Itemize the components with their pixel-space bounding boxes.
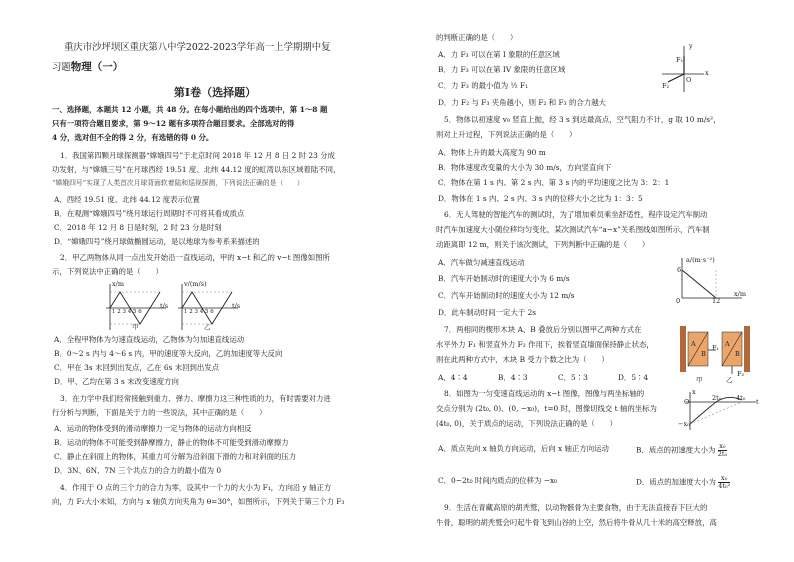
q8-option-c: C．0~2t₀ 时间内质点的位移为 −x₀ [438,476,558,485]
q7-caption-jia: 甲 [696,376,703,384]
q1-option-d: D．“嫦娥四号”绕月球做椭圆运动，是以地球为参考系来描述的 [54,237,260,246]
q6-line-1: 6．无人驾驶的智能汽车的测试时，为了增加乘员乘坐舒适性，程序设定汽车制动 [444,210,708,219]
q3-option-c: C．静止在斜面上的物体，其重力可分解为沿斜面下滑的力和对斜面的压力 [54,452,297,461]
q3-option-d: D．3N、6N、7N 三个共点力的合力的最小值为 0 [54,466,222,475]
q8-option-d-denominator: 4t₀² [718,482,731,491]
q8-label-t: t [756,398,759,406]
q8-option-b-text: B．质点的初速度大小为 [636,445,716,455]
q2-yi-xlabel: t/s [232,302,241,310]
q8-line-1: 8．如图为一匀变速直线运动的 x−t 图像，图像与两坐标轴的 [444,389,645,398]
q4-label-y: y [689,42,693,50]
q6-origin: 0 [676,297,681,305]
q7-option-b: B．4∶3 [498,373,528,382]
doc-title-prefix: 习题 [52,62,71,73]
q5-option-a: A．物体上升的最大高度为 90 m [438,148,546,157]
q8-option-b-numerator: x₀ [719,442,726,450]
q2-jia-xticks: 1 2 3 4 5 6 [112,309,142,315]
q6-option-c: C．汽车开始制动时的速度大小为 12 m/s [438,291,575,300]
q4-line-2: 向，力 F₂大小未知，方向与 x 轴负方向夹角为 θ=30°，如图所示，下列关于第三个力 F₃ [52,497,345,506]
q4-option-d: D．力 F₂ 与 F₃ 夹角越小，则 F₂ 和 F₃ 的合力越大 [438,98,606,107]
q4-label-o: O [686,76,692,84]
q2-yi-caption: 乙 [204,323,211,331]
q7-label-a-left: A [691,340,696,348]
q2-option-a: A．全程甲物体为匀速直线运动，乙物体为匀加速直线运动 [54,335,245,344]
q2-yi-xticks: 1 2 3 4 5 6 [184,309,214,315]
q4-option-c: C．力 F₃ 的最小值为 ½ F₁ [438,81,529,90]
q8-line-2: 交点分别为 (2t₀, 0)、(0, −x₀)，t=0 时，图像切线交 t 轴的坐标为 [436,404,657,413]
q8-option-a: A．质点先向 x 轴负方向运动，后向 x 轴正方向运动 [438,444,609,453]
q5-option-c: C．物体在第 1 s 内、第 2 s 内、第 3 s 内的平均速度之比为 3：2：1 [438,178,670,187]
q8-option-d [636,475,730,490]
q4-label-f1: F₁ [676,56,684,64]
q6-xlabel: x/m [734,290,747,298]
q8-label-o: O [684,398,690,406]
q7-caption-yi: 乙 [726,376,733,384]
q6-ytick: 6 [677,266,682,274]
q3-option-b: B．运动的物体不可能受到静摩擦力，静止的物体不可能受到滑动摩擦力 [54,438,289,447]
intro-line-3: 4 分，选对但不全的得 2 分，有选错的得 0 分。 [52,133,214,142]
q5-line-1: 5．物体以初速度 v₀ 竖直上抛，经 3 s 到达最高点，空气阻力不计，g 取 10 m/s²， [444,115,721,124]
q2-option-d: D．甲、乙均在第 3 s 末改变速度方向 [54,377,179,386]
q3-line-1: 3．在力学中我们经常接触到重力、弹力、摩擦力这三种性质的力，有时需要对力进 [60,394,331,403]
q6-ylabel: a/(m·s⁻²) [686,256,715,264]
q7-label-f2: F₂ [737,370,745,378]
q2-option-b: B．0～2 s 内与 4～6 s 内，甲的速度等大反向，乙的加速度等大反向 [54,349,283,358]
q1-option-c: C．2018 年 12 月 8 日是时刻，2 时 23 分是时刻 [54,223,222,232]
q2-jia-ylabel: x/m [112,280,125,288]
q6-xtick: 12 [712,297,721,305]
q3-line-2: 行分析与判断，下面是关于力的一些说法，其中正确的是（ ） [52,408,267,417]
q6-option-d: D．此车制动时间一定大于 2s [438,308,537,317]
intro-line-2: 只有一项符合题目要求，第 9～12 题有多项符合题目要求。全部选对的得 [52,119,295,128]
q8-option-b-fraction [718,443,727,458]
q2-jia-xlabel: t/s [160,302,169,310]
q8-label-t2: 2t₀ [712,394,722,402]
q5-option-d: D．物体在 1 s 内、2 s 内、3 s 内的位移大小之比为 1：3：5 [438,194,643,203]
q8-label-x: x [692,388,696,396]
q5-line-2: 则对上升过程，下列说法正确的是（ ） [436,130,577,139]
q9-line-2: 牛骨，聪明的胡秃鹫会叼起牛骨飞到山谷的上空，然后将牛骨从几十米的高空释放，高 [436,518,717,527]
q2-yi-ylabel: v/(m/s) [184,280,207,288]
q4-label-f2: F₂ [662,82,670,90]
q3-option-a: A．运动的物体受到的滑动摩擦力一定与物体的运动方向相反 [54,424,252,433]
q1-line-3: “嫦娥四号”实现了人类首次月球背面软着陆和巡视探测，下列说法正确的是（ ） [52,179,304,187]
q2-line-1: 2．甲乙两物体从同一点出发开始沿一直线运动，甲的 x−t 和乙的 v−t 图像如图所 [60,253,330,262]
q8-option-b [636,443,727,458]
q7-label-b-left: B [701,350,706,358]
q2-line-2: 示，下列说法中正确的是（ ） [52,267,163,276]
q9-line-1: 9．生活在青藏高原的胡秃鹫，以动物骸骨为主要食物，由于无法直接吞下巨大的 [444,503,708,512]
q7-label-a-right: A [725,340,730,348]
q2-option-c: C．甲在 3s 末回到出发点，乙在 6s 末回到出发点 [54,363,220,372]
q4-continued: 的判断正确的是（ ） [436,33,518,42]
q1-line-2: 功发射，与“嫦娥三号”在月球西经 19.51 度、北纬 44.12 度的虹湾以东区域着陆不同， [52,165,341,174]
q4-line-1: 4．作用于 O 点的三个力的合力为零，设其中一个力的大小为 F₁，方向沿 y 轴正方 [60,483,332,492]
q4-option-a: A．力 F₃ 可以在第 I 象限的任意区域 [438,50,560,59]
q6-option-b: B．汽车开始制动时的速度大小为 6 m/s [438,274,570,283]
q6-line-3: 动距离即 12 m，则关于该次测试，下列判断中正确的是（ ） [436,240,650,249]
q7-line-3: 则在此两种方式中，木块 B 受力个数之比为（ ） [436,355,609,364]
q6-line-2: 时汽车加速度大小随位移均匀变化，某次测试汽车“a−x”关系图线如图所示，汽车制 [436,225,710,234]
q8-label-t4: 4t₀ [736,394,746,402]
doc-title-subject: 物理（一） [70,61,124,73]
q8-option-d-fraction [718,475,730,490]
q7-option-a: A．4∶4 [438,373,468,382]
q7-option-d: D．5∶4 [618,373,649,382]
q7-option-c: C．5∶3 [558,373,588,382]
q7-line-2: 水平外力 F₁ 和竖直外力 F₂ 作用下，挨着竖直墙面保持静止状态， [436,340,654,349]
q8-label-neg-x0: −x₀ [678,420,690,428]
q8-option-d-text: D．质点的加速度大小为 [636,477,716,487]
q5-option-b: B．物体速度改变量的大小为 30 m/s，方向竖直向下 [438,163,612,172]
q8-option-d-numerator: x₀ [718,475,730,483]
q7-label-f1: F₁ [712,344,720,352]
q4-label-x: x [705,69,709,77]
q1-option-a: A．西经 19.51 度、北纬 44.12 度表示位置 [54,195,200,204]
doc-title-line1: 重庆市沙坪坝区重庆第八中学2022-2023学年高一上学期期中复 [64,42,331,53]
doc-title-line2 [52,60,123,75]
q7-line-1: 7．两相同的楔形木块 A、B 叠放后分别以图甲乙两种方式在 [444,325,642,334]
intro-line-1: 一、选择题，本题共 12 小题，共 48 分。在每小题给出的四个选项中，第 1～8 题 [52,105,328,114]
q1-option-b: B．在观测“嫦娥四号”绕月球运行周期时不可将其看成质点 [54,209,245,218]
part-heading: 第Ⅰ卷（选择题） [173,86,257,99]
q4-option-b: B．力 F₃ 可以在第 IV 象限的任意区域 [438,65,566,74]
q8-option-b-denominator: 2t₀ [717,450,728,459]
q1-line-1: 1．我国第四颗月球探测器“嫦娥四号”于北京时间 2018 年 12 月 8 日 2 时 23 分成 [60,151,335,160]
q2-jia-caption: 甲 [132,323,139,331]
q6-option-a: A．汽车做匀减速直线运动 [438,258,525,267]
q8-line-3: (4t₀, 0)，关于质点的运动，下列说法正确的是（ ） [436,419,618,428]
q7-label-b-right: B [735,350,740,358]
